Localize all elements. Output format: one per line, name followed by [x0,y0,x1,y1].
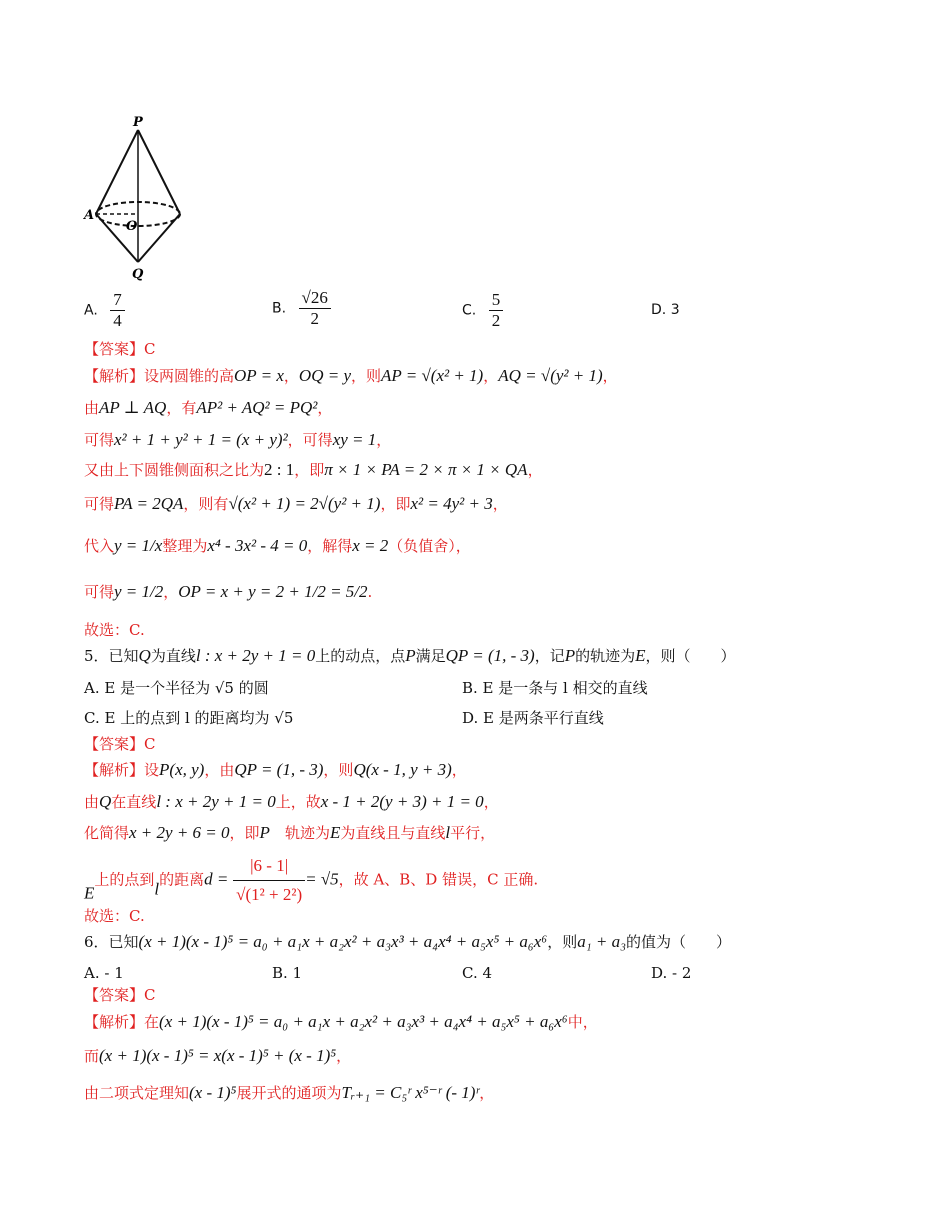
q5-analysis-line-1: 【解析】设P(x, y)，由QP = (1, - 3)，则Q(x - 1, y + 3)， [84,760,467,779]
q6-option-c: C. 4 [462,964,493,982]
q6-option-b: B. 1 [272,964,303,982]
q6-option-a: A. - 1 [84,964,124,982]
q5-analysis-line-3: 化简得x + 2y + 6 = 0，即P 轨迹为E为直线且与直线l平行， [84,823,496,842]
q5-stem: 5．已知Q为直线l : x + 2y + 1 = 0上的动点，点P满足QP = (1, - 3)，记P的轨迹为E，则（ ） [84,646,736,665]
q4-analysis-line-7: 可得y = 1/2，OP = x + y = 2 + 1/2 = 5/2. [84,582,373,601]
q6-analysis-line-1: 【解析】在(x + 1)(x - 1)⁵ = a₀ + a₁x + a₂x² + a₃x³ + a₄x⁴ + a₅x⁵ + a₆x⁶中， [84,1012,598,1031]
q4-conclusion: 故选：C. [84,621,145,639]
label-q: Q [132,267,144,282]
label-o: O [126,219,138,234]
q5-analysis-line-4: E上的点到l的距离d = $\frac{|6 - 1|}{\text{√(1² + 2²)}}$ = √5，故 A、B、D 错误，C 正确. [84,852,538,909]
q6-option-d: D. - 2 [651,964,692,982]
q4-option-c: C. $\frac{5}{2}$ [462,290,503,331]
q4-answer: 【答案】C [84,340,156,358]
q6-stem: 6．已知(x + 1)(x - 1)⁵ = a₀ + a₁x + a₂x² + a₃x³ + a₄x⁴ + a₅x⁵ + a₆x⁶，则a₁ + a₃的值为（ ） [84,932,732,951]
q5-answer: 【答案】C [84,735,156,753]
q4-option-a: A. $\frac{7}{4}$ [84,290,125,331]
q5-option-d: D. E 是两条平行直线 [462,709,604,727]
q5-option-b: B. E 是一条与 l 相交的直线 [462,679,648,697]
cone-edge-q-right [138,214,180,262]
cone-edge-p-right [138,130,180,214]
q4-option-d: D. 3 [651,302,680,318]
q5-conclusion: 故选：C. [84,907,145,925]
q4-analysis-line-3: 可得x² + 1 + y² + 1 = (x + y)²，可得xy = 1， [84,430,392,449]
q4-analysis-line-2: 由AP ⊥ AQ，有AP² + AQ² = PQ²， [84,398,333,417]
q4-option-b: B. $\frac{√26}{2}$ [272,288,331,329]
q5-option-c: C. E 上的点到 l 的距离均为 √5 [84,709,294,727]
double-cone-figure [82,112,192,282]
q4-analysis-line-1: 【解析】设两圆锥的高OP = x，OQ = y，则AP = √(x² + 1)，AQ = √(y² + 1)， [84,366,618,385]
q4-analysis-line-6: 代入y = 1/x整理为x⁴ - 3x² - 4 = 0，解得x = 2（负值舍）， [84,536,471,555]
q6-answer: 【答案】C [84,986,156,1004]
label-a: A [84,208,95,223]
q5-analysis-line-2: 由Q在直线l : x + 2y + 1 = 0上，故x - 1 + 2(y + 3) + 1 = 0， [84,792,499,811]
q5-option-a: A. E 是一个半径为 √5 的圆 [84,679,269,697]
label-p: P [133,115,143,130]
q4-analysis-line-5: 可得PA = 2QA，则有√(x² + 1) = 2√(y² + 1)，即x² = 4y² + 3， [84,494,508,513]
q6-analysis-line-3: 由二项式定理知(x - 1)⁵展开式的通项为Tᵣ₊₁ = C₅ʳ x⁵⁻ʳ (- 1)ʳ， [84,1083,495,1102]
q4-analysis-line-4: 又由上下圆锥侧面积之比为2 : 1，即π × 1 × PA = 2 × π × 1 × QA， [84,460,543,479]
q6-analysis-line-2: 而(x + 1)(x - 1)⁵ = x(x - 1)⁵ + (x - 1)⁵， [84,1046,352,1065]
